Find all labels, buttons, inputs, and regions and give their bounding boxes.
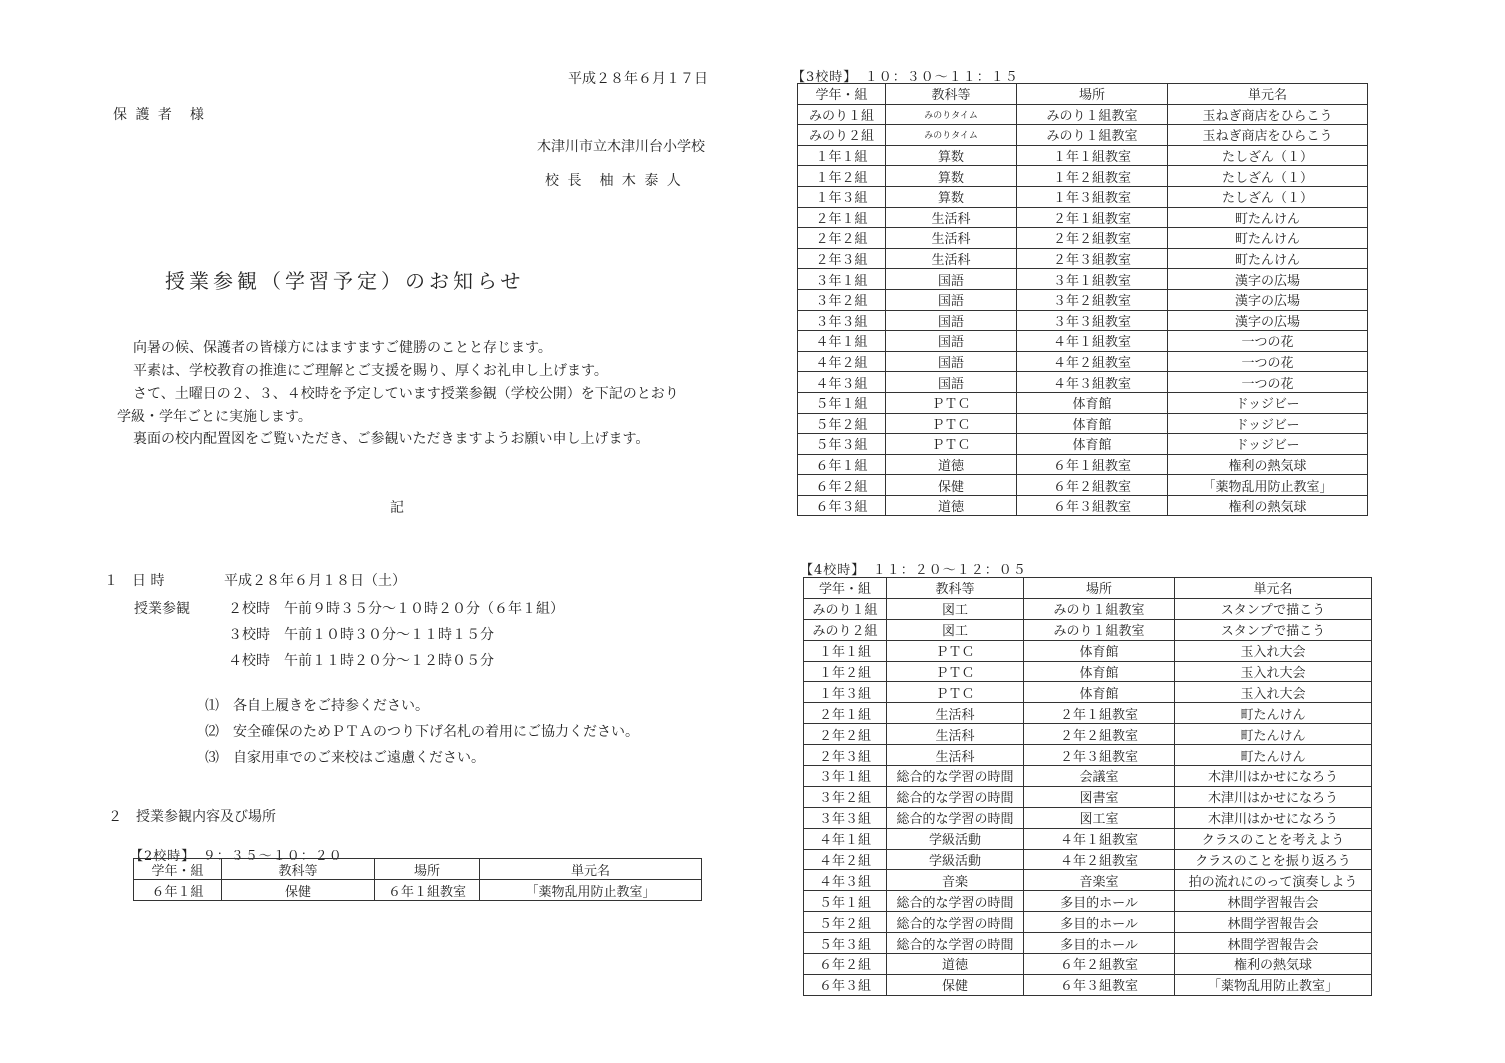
table-header-row	[134, 859, 702, 880]
column-header: 単元名	[1168, 84, 1368, 105]
location-cell: ４年１組教室	[1024, 828, 1175, 849]
subject-cell: 総合的な学習の時間	[887, 912, 1024, 933]
body-line-5: 裏面の校内配置図をご覧いただき、ご参観いただきますようお願い申し上げます。	[133, 431, 650, 447]
unit-cell: 町たんけん	[1168, 228, 1368, 249]
class-cell: みのり１組	[804, 598, 887, 619]
unit-cell: クラスのことを振り返ろう	[1175, 849, 1372, 870]
subject-cell: ＰＴＣ	[886, 413, 1017, 434]
unit-cell: 権利の熱気球	[1168, 454, 1368, 475]
table-row	[804, 745, 1372, 766]
subject-cell: 図工	[887, 619, 1024, 640]
column-header: 教科等	[886, 84, 1017, 105]
class-cell: ６年１組	[134, 880, 222, 901]
unit-cell: 玉入れ大会	[1175, 682, 1372, 703]
class-cell: みのり２組	[798, 125, 886, 146]
subject-cell: 音楽	[887, 870, 1024, 891]
class-cell: ３年３組	[798, 310, 886, 331]
table-row	[798, 331, 1368, 352]
class-cell: ２年１組	[798, 207, 886, 228]
unit-cell: 木津川はかせになろう	[1175, 766, 1372, 787]
location-cell: 多目的ホール	[1024, 912, 1175, 933]
unit-cell: 漢字の広場	[1168, 310, 1368, 331]
unit-cell: 権利の熱気球	[1175, 954, 1372, 975]
principal-name: 校 長 柚 木 泰 人	[545, 173, 683, 189]
unit-cell: たしざん（１）	[1168, 166, 1368, 187]
column-header: 学年・組	[134, 859, 222, 880]
class-cell: ４年１組	[798, 331, 886, 352]
location-cell: ３年３組教室	[1017, 310, 1168, 331]
subject-cell: 生活科	[886, 207, 1017, 228]
subject-cell: 国語	[886, 289, 1017, 310]
period-2-time: ２校時 午前９時３５分～１０時２０分（６年１組）	[228, 601, 564, 617]
location-cell: ４年２組教室	[1024, 849, 1175, 870]
section1-date: 平成２８年６月１８日（土）	[224, 573, 406, 589]
unit-cell: 玉入れ大会	[1175, 661, 1372, 682]
class-cell: ２年１組	[804, 703, 887, 724]
location-cell: ６年１組教室	[375, 880, 480, 901]
table-row	[798, 392, 1368, 413]
location-cell: 体育館	[1024, 682, 1175, 703]
subject-cell: 学級活動	[887, 828, 1024, 849]
table-header-row	[798, 84, 1368, 105]
table-row	[804, 849, 1372, 870]
location-cell: 多目的ホール	[1024, 933, 1175, 954]
subject-cell: みのりタイム	[886, 104, 1017, 125]
ki-label: 記	[390, 500, 404, 516]
class-cell: １年１組	[804, 640, 887, 661]
subject-cell: ＰＴＣ	[886, 392, 1017, 413]
location-cell: みのり１組教室	[1017, 104, 1168, 125]
unit-cell: 一つの花	[1168, 331, 1368, 352]
unit-cell: 漢字の広場	[1168, 269, 1368, 290]
location-cell: ２年２組教室	[1017, 228, 1168, 249]
location-cell: 体育館	[1024, 661, 1175, 682]
table-row	[798, 310, 1368, 331]
table-row	[804, 870, 1372, 891]
class-cell: ３年１組	[798, 269, 886, 290]
table-row	[798, 145, 1368, 166]
subject-cell: 算数	[886, 186, 1017, 207]
recipient: 保 護 者 様	[113, 107, 206, 123]
class-cell: ３年２組	[798, 289, 886, 310]
unit-cell: 玉入れ大会	[1175, 640, 1372, 661]
class-cell: ５年３組	[804, 933, 887, 954]
location-cell: 会議室	[1024, 766, 1175, 787]
class-cell: ２年３組	[798, 248, 886, 269]
subject-cell: ＰＴＣ	[887, 640, 1024, 661]
unit-cell: 林間学習報告会	[1175, 912, 1372, 933]
unit-cell: スタンプで描こう	[1175, 619, 1372, 640]
body-line-1: 向暑の候、保護者の皆様方にはますますご健勝のことと存じます。	[133, 340, 552, 356]
subject-cell: ＰＴＣ	[886, 434, 1017, 455]
table-row	[804, 828, 1372, 849]
subject-cell: 保健	[887, 974, 1024, 995]
subject-cell: 国語	[886, 372, 1017, 393]
unit-cell: スタンプで描こう	[1175, 598, 1372, 619]
class-cell: １年２組	[804, 661, 887, 682]
unit-cell: 林間学習報告会	[1175, 933, 1372, 954]
location-cell: みのり１組教室	[1024, 598, 1175, 619]
location-cell: 体育館	[1017, 413, 1168, 434]
table-row	[804, 786, 1372, 807]
class-cell: １年３組	[804, 682, 887, 703]
table-row	[798, 434, 1368, 455]
subject-cell: 生活科	[887, 745, 1024, 766]
document-date: 平成２８年６月１７日	[568, 71, 708, 87]
location-cell: ３年１組教室	[1017, 269, 1168, 290]
unit-cell: 「薬物乱用防止教室」	[1168, 475, 1368, 496]
table-row	[804, 661, 1372, 682]
table-row	[804, 598, 1372, 619]
subject-cell: 学級活動	[887, 849, 1024, 870]
subject-cell: 総合的な学習の時間	[887, 933, 1024, 954]
period4-caption: 【4校時】 １１：２０～１２：０５	[800, 563, 1027, 578]
location-cell: １年２組教室	[1017, 166, 1168, 187]
class-cell: みのり１組	[798, 104, 886, 125]
unit-cell: たしざん（１）	[1168, 145, 1368, 166]
page-title: 授業参観（学習予定）のお知らせ	[165, 269, 525, 293]
location-cell: 多目的ホール	[1024, 891, 1175, 912]
location-cell: ６年３組教室	[1024, 974, 1175, 995]
location-cell: ２年２組教室	[1024, 724, 1175, 745]
unit-cell: ドッジビー	[1168, 392, 1368, 413]
location-cell: 音楽室	[1024, 870, 1175, 891]
table-row	[798, 454, 1368, 475]
location-cell: みのり１組教室	[1024, 619, 1175, 640]
location-cell: ６年２組教室	[1017, 475, 1168, 496]
subject-cell: 図工	[887, 598, 1024, 619]
subject-cell: 算数	[886, 145, 1017, 166]
location-cell: みのり１組教室	[1017, 125, 1168, 146]
note-3: ⑶ 自家用車でのご来校はご遠慮ください。	[205, 750, 485, 766]
class-cell: ６年１組	[798, 454, 886, 475]
unit-cell: 「薬物乱用防止教室」	[1175, 974, 1372, 995]
class-cell: ４年２組	[798, 351, 886, 372]
table-row	[798, 495, 1368, 516]
table-row	[804, 682, 1372, 703]
unit-cell: クラスのことを考えよう	[1175, 828, 1372, 849]
column-header: 学年・組	[804, 578, 887, 599]
location-cell: 図書室	[1024, 786, 1175, 807]
class-cell: ６年２組	[804, 954, 887, 975]
table-row	[134, 880, 702, 901]
class-cell: ４年３組	[798, 372, 886, 393]
location-cell: ２年３組教室	[1017, 248, 1168, 269]
table-row	[798, 372, 1368, 393]
subject-cell: 道徳	[887, 954, 1024, 975]
period-3-time: ３校時 午前１０時３０分～１１時１５分	[228, 627, 494, 643]
class-cell: ６年２組	[798, 475, 886, 496]
body-line-4: 学級・学年ごとに実施します。	[117, 409, 312, 425]
location-cell: ２年１組教室	[1024, 703, 1175, 724]
period4-table	[803, 577, 1372, 996]
subject-cell: 生活科	[887, 703, 1024, 724]
location-cell: ６年１組教室	[1017, 454, 1168, 475]
column-header: 場所	[375, 859, 480, 880]
table-row	[798, 269, 1368, 290]
table-row	[798, 166, 1368, 187]
subject-cell: 国語	[886, 351, 1017, 372]
table-row	[804, 912, 1372, 933]
subject-cell: ＰＴＣ	[887, 682, 1024, 703]
column-header: 場所	[1017, 84, 1168, 105]
class-cell: みのり２組	[804, 619, 887, 640]
unit-cell: 玉ねぎ商店をひらこう	[1168, 125, 1368, 146]
column-header: 場所	[1024, 578, 1175, 599]
unit-cell: 「薬物乱用防止教室」	[480, 880, 702, 901]
subject-cell: 道徳	[886, 495, 1017, 516]
table-row	[804, 766, 1372, 787]
unit-cell: 玉ねぎ商店をひらこう	[1168, 104, 1368, 125]
unit-cell: 漢字の広場	[1168, 289, 1368, 310]
column-header: 教科等	[887, 578, 1024, 599]
table-row	[798, 125, 1368, 146]
class-cell: ３年１組	[804, 766, 887, 787]
unit-cell: ドッジビー	[1168, 434, 1368, 455]
period3-caption: 【3校時】 １０：３０～１１：１５	[792, 70, 1019, 85]
period2-table	[133, 858, 702, 901]
class-cell: １年２組	[798, 166, 886, 187]
subject-cell: 生活科	[887, 724, 1024, 745]
subject-cell: 総合的な学習の時間	[887, 766, 1024, 787]
class-cell: ４年１組	[804, 828, 887, 849]
location-cell: ６年２組教室	[1024, 954, 1175, 975]
subject-cell: 国語	[886, 331, 1017, 352]
location-cell: ６年３組教室	[1017, 495, 1168, 516]
table-row	[798, 104, 1368, 125]
subject-cell: 総合的な学習の時間	[887, 891, 1024, 912]
location-cell: ４年２組教室	[1017, 351, 1168, 372]
period3-table	[797, 83, 1368, 516]
period-4-time: ４校時 午前１１時２０分～１２時０５分	[228, 653, 494, 669]
class-cell: ２年２組	[798, 228, 886, 249]
subject-cell: ＰＴＣ	[887, 661, 1024, 682]
class-cell: ５年１組	[804, 891, 887, 912]
location-cell: 体育館	[1017, 434, 1168, 455]
table-row	[798, 351, 1368, 372]
table-row	[804, 933, 1372, 954]
table-row	[804, 640, 1372, 661]
table-row	[798, 248, 1368, 269]
table-row	[798, 475, 1368, 496]
class-cell: ４年３組	[804, 870, 887, 891]
class-cell: ６年３組	[804, 974, 887, 995]
unit-cell: 町たんけん	[1168, 207, 1368, 228]
location-cell: １年３組教室	[1017, 186, 1168, 207]
location-cell: ２年１組教室	[1017, 207, 1168, 228]
subject-cell: 国語	[886, 310, 1017, 331]
class-cell: ３年２組	[804, 786, 887, 807]
column-header: 単元名	[1175, 578, 1372, 599]
column-header: 教科等	[222, 859, 375, 880]
location-cell: ４年１組教室	[1017, 331, 1168, 352]
subject-cell: 算数	[886, 166, 1017, 187]
location-cell: 体育館	[1024, 640, 1175, 661]
class-cell: ５年２組	[798, 413, 886, 434]
subject-cell: みのりタイム	[886, 125, 1017, 146]
body-line-3: さて、土曜日の２、３、４校時を予定しています授業参観（学校公開）を下記のとおり	[133, 386, 679, 402]
class-cell: ３年３組	[804, 807, 887, 828]
subject-cell: 総合的な学習の時間	[887, 807, 1024, 828]
class-cell: ２年２組	[804, 724, 887, 745]
unit-cell: 町たんけん	[1175, 724, 1372, 745]
unit-cell: 木津川はかせになろう	[1175, 786, 1372, 807]
school-name: 木津川市立木津川台小学校	[537, 139, 705, 155]
section1-heading: １ 日 時	[104, 573, 165, 589]
subject-cell: 保健	[222, 880, 375, 901]
table-header-row	[804, 578, 1372, 599]
note-2: ⑵ 安全確保のためＰＴＡのつり下げ名札の着用にご協力ください。	[205, 724, 639, 740]
location-cell: ３年２組教室	[1017, 289, 1168, 310]
table-row	[804, 954, 1372, 975]
unit-cell: 町たんけん	[1175, 703, 1372, 724]
table-row	[804, 619, 1372, 640]
class-cell: ５年２組	[804, 912, 887, 933]
subject-cell: 生活科	[886, 248, 1017, 269]
table-row	[804, 891, 1372, 912]
period2-caption: 【2校時】 ９：３５～１０：２０	[130, 849, 343, 864]
table-row	[804, 807, 1372, 828]
unit-cell: 町たんけん	[1175, 745, 1372, 766]
class-cell: ５年１組	[798, 392, 886, 413]
unit-cell: 一つの花	[1168, 372, 1368, 393]
column-header: 単元名	[480, 859, 702, 880]
class-cell: ６年３組	[798, 495, 886, 516]
location-cell: ２年３組教室	[1024, 745, 1175, 766]
unit-cell: 木津川はかせになろう	[1175, 807, 1372, 828]
unit-cell: 権利の熱気球	[1168, 495, 1368, 516]
table-row	[798, 186, 1368, 207]
table-row	[798, 289, 1368, 310]
unit-cell: 拍の流れにのって演奏しよう	[1175, 870, 1372, 891]
column-header: 学年・組	[798, 84, 886, 105]
location-cell: ４年３組教室	[1017, 372, 1168, 393]
unit-cell: たしざん（１）	[1168, 186, 1368, 207]
subject-cell: 道徳	[886, 454, 1017, 475]
table-row	[804, 724, 1372, 745]
class-cell: ５年３組	[798, 434, 886, 455]
note-1: ⑴ 各自上履きをご持参ください。	[205, 698, 429, 714]
body-line-2: 平素は、学校教育の推進にご理解とご支援を賜り、厚くお礼申し上げます。	[133, 363, 608, 379]
unit-cell: 町たんけん	[1168, 248, 1368, 269]
class-cell: ２年３組	[804, 745, 887, 766]
unit-cell: 林間学習報告会	[1175, 891, 1372, 912]
section1-label: 授業参観	[134, 601, 190, 617]
unit-cell: ドッジビー	[1168, 413, 1368, 434]
subject-cell: 保健	[886, 475, 1017, 496]
class-cell: １年１組	[798, 145, 886, 166]
class-cell: ４年２組	[804, 849, 887, 870]
location-cell: 図工室	[1024, 807, 1175, 828]
table-row	[798, 413, 1368, 434]
class-cell: １年３組	[798, 186, 886, 207]
table-row	[804, 703, 1372, 724]
table-row	[798, 207, 1368, 228]
subject-cell: 国語	[886, 269, 1017, 290]
unit-cell: 一つの花	[1168, 351, 1368, 372]
subject-cell: 総合的な学習の時間	[887, 786, 1024, 807]
location-cell: 体育館	[1017, 392, 1168, 413]
section2-heading: ２ 授業参観内容及び場所	[108, 809, 276, 825]
table-row	[798, 228, 1368, 249]
location-cell: １年１組教室	[1017, 145, 1168, 166]
table-row	[804, 974, 1372, 995]
subject-cell: 生活科	[886, 228, 1017, 249]
